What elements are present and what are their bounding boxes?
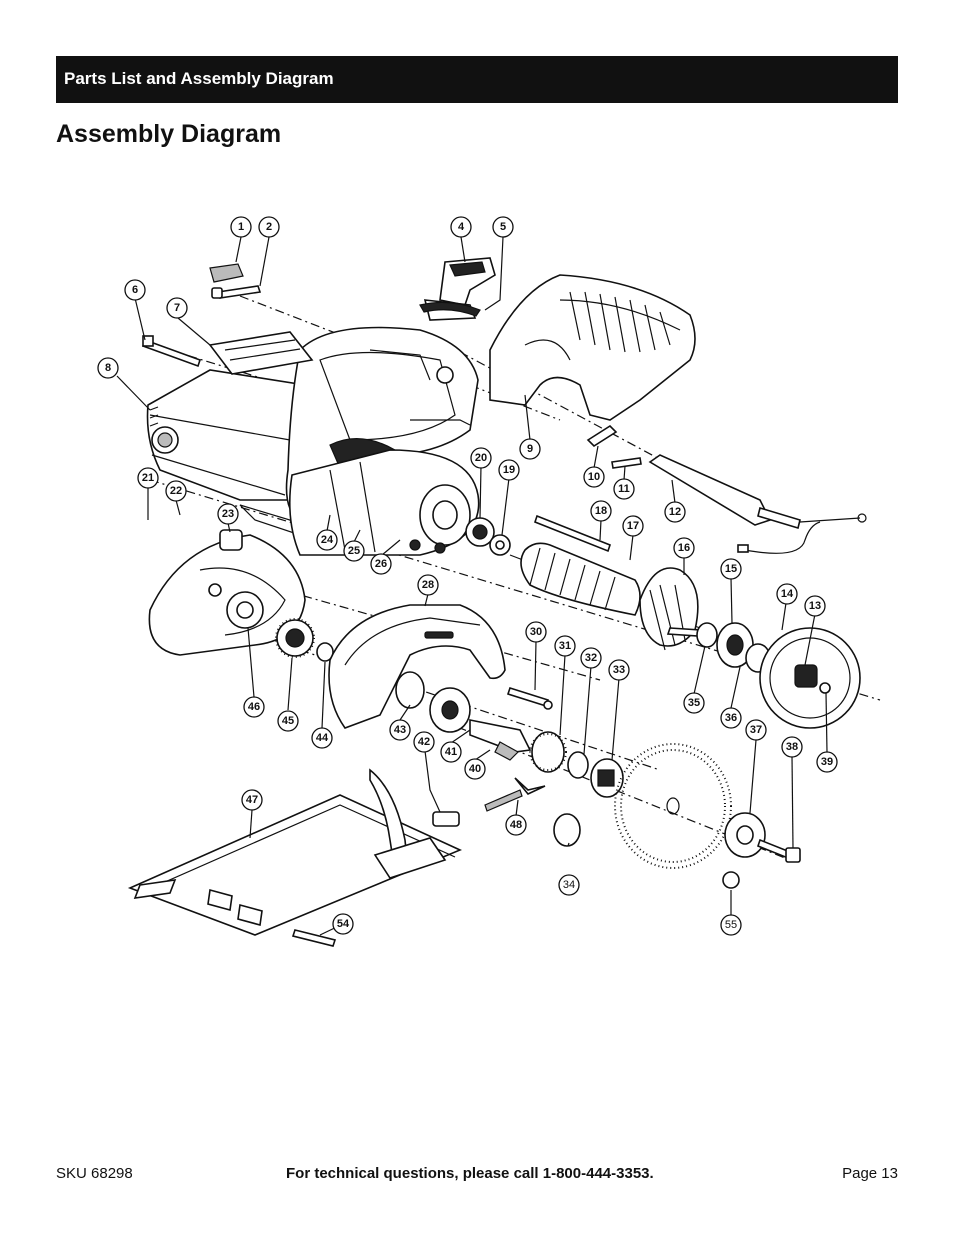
svg-text:40: 40 <box>468 763 482 775</box>
section-header-title: Parts List and Assembly Diagram <box>64 69 334 88</box>
gear-parts <box>276 619 333 661</box>
callout-47 <box>242 790 262 810</box>
footer-page-number: Page 13 <box>842 1165 898 1182</box>
callout-25 <box>344 541 364 561</box>
svg-text:4: 4 <box>457 221 465 233</box>
callout-55 <box>721 915 741 935</box>
callout-39 <box>817 752 837 772</box>
switch-screw-parts <box>210 264 260 298</box>
svg-text:34: 34 <box>562 879 576 891</box>
svg-text:28: 28 <box>421 579 435 591</box>
svg-text:14: 14 <box>780 588 794 600</box>
callout-43 <box>390 720 410 740</box>
callout-36 <box>721 708 741 728</box>
svg-text:11: 11 <box>618 483 630 495</box>
callout-6 <box>125 280 145 300</box>
callout-23 <box>218 504 238 524</box>
callout-20 <box>471 448 491 468</box>
svg-text:15: 15 <box>724 563 738 575</box>
page-title: Assembly Diagram <box>56 120 282 148</box>
svg-text:9: 9 <box>526 443 534 455</box>
svg-text:33: 33 <box>612 664 626 676</box>
blade-guard-part <box>329 605 505 728</box>
callout-21 <box>138 468 158 488</box>
svg-text:42: 42 <box>417 736 431 748</box>
callout-28 <box>418 575 438 595</box>
label-plate-part <box>143 332 312 374</box>
callout-32 <box>581 648 601 668</box>
svg-text:18: 18 <box>594 505 608 517</box>
callout-8 <box>98 358 118 378</box>
callout-9 <box>520 439 540 459</box>
callout-35 <box>684 693 704 713</box>
callout-13 <box>805 596 825 616</box>
callout-16 <box>674 538 694 558</box>
svg-text:36: 36 <box>724 712 738 724</box>
callout-12 <box>665 502 685 522</box>
callout-15 <box>721 559 741 579</box>
svg-text:25: 25 <box>347 545 361 557</box>
svg-text:26: 26 <box>374 558 388 570</box>
svg-text:41: 41 <box>444 746 458 758</box>
callout-33 <box>609 660 629 680</box>
svg-text:2: 2 <box>265 221 273 233</box>
svg-text:45: 45 <box>281 715 295 727</box>
callout-54 <box>333 914 353 934</box>
callout-1 <box>231 217 251 237</box>
callout-11 <box>614 479 634 499</box>
callout-41 <box>441 742 461 762</box>
svg-text:38: 38 <box>785 741 799 753</box>
callout-46 <box>244 697 264 717</box>
svg-text:55: 55 <box>724 919 738 931</box>
svg-text:23: 23 <box>221 508 235 520</box>
footer-support: For technical questions, please call 1-800-444-3353. <box>286 1165 654 1182</box>
callout-42 <box>414 732 434 752</box>
callout-40 <box>465 759 485 779</box>
callout-24 <box>317 530 337 550</box>
callout-37 <box>746 720 766 740</box>
svg-text:16: 16 <box>677 542 691 554</box>
svg-text:30: 30 <box>529 626 543 638</box>
svg-text:37: 37 <box>749 724 763 736</box>
callout-7 <box>167 298 187 318</box>
callout-22 <box>166 481 186 501</box>
bearing-parts-right <box>697 623 770 672</box>
outer-flange-parts <box>554 813 800 888</box>
callout-38 <box>782 737 802 757</box>
svg-text:35: 35 <box>687 697 701 709</box>
svg-text:12: 12 <box>668 506 682 518</box>
svg-text:31: 31 <box>558 640 572 652</box>
bearing-plate-part <box>760 628 860 728</box>
svg-text:44: 44 <box>315 732 329 744</box>
svg-text:48: 48 <box>509 819 523 831</box>
callout-19 <box>499 460 519 480</box>
callout-30 <box>526 622 546 642</box>
svg-text:47: 47 <box>245 794 259 806</box>
svg-text:39: 39 <box>820 756 834 768</box>
callout-14 <box>777 584 797 604</box>
callout-45 <box>278 711 298 731</box>
svg-text:17: 17 <box>626 520 640 532</box>
svg-text:20: 20 <box>474 452 488 464</box>
callout-17 <box>623 516 643 536</box>
svg-text:5: 5 <box>499 221 507 233</box>
callout-48 <box>506 815 526 835</box>
switch-assembly-part <box>420 258 495 320</box>
callout-4 <box>451 217 471 237</box>
callout-31 <box>555 636 575 656</box>
svg-text:43: 43 <box>393 724 407 736</box>
motor-housing-part <box>148 370 306 500</box>
svg-text:13: 13 <box>808 600 822 612</box>
callout-18 <box>591 501 611 521</box>
svg-text:7: 7 <box>173 302 181 314</box>
svg-text:24: 24 <box>320 534 334 546</box>
svg-text:54: 54 <box>336 918 350 930</box>
svg-text:22: 22 <box>169 485 183 497</box>
svg-text:1: 1 <box>237 221 245 233</box>
callout-34 <box>559 875 579 895</box>
callout-10 <box>584 467 604 487</box>
callout-26 <box>371 554 391 574</box>
svg-text:8: 8 <box>104 362 112 374</box>
callout-2 <box>259 217 279 237</box>
callout-5 <box>493 217 513 237</box>
callout-44 <box>312 728 332 748</box>
handle-part <box>490 275 695 420</box>
svg-text:10: 10 <box>587 471 601 483</box>
svg-text:32: 32 <box>584 652 598 664</box>
footer-sku: SKU 68298 <box>56 1165 133 1182</box>
saw-blade-part <box>615 744 731 868</box>
svg-text:46: 46 <box>247 701 261 713</box>
svg-text:6: 6 <box>131 284 139 296</box>
svg-text:21: 21 <box>141 472 155 484</box>
svg-text:19: 19 <box>502 464 516 476</box>
